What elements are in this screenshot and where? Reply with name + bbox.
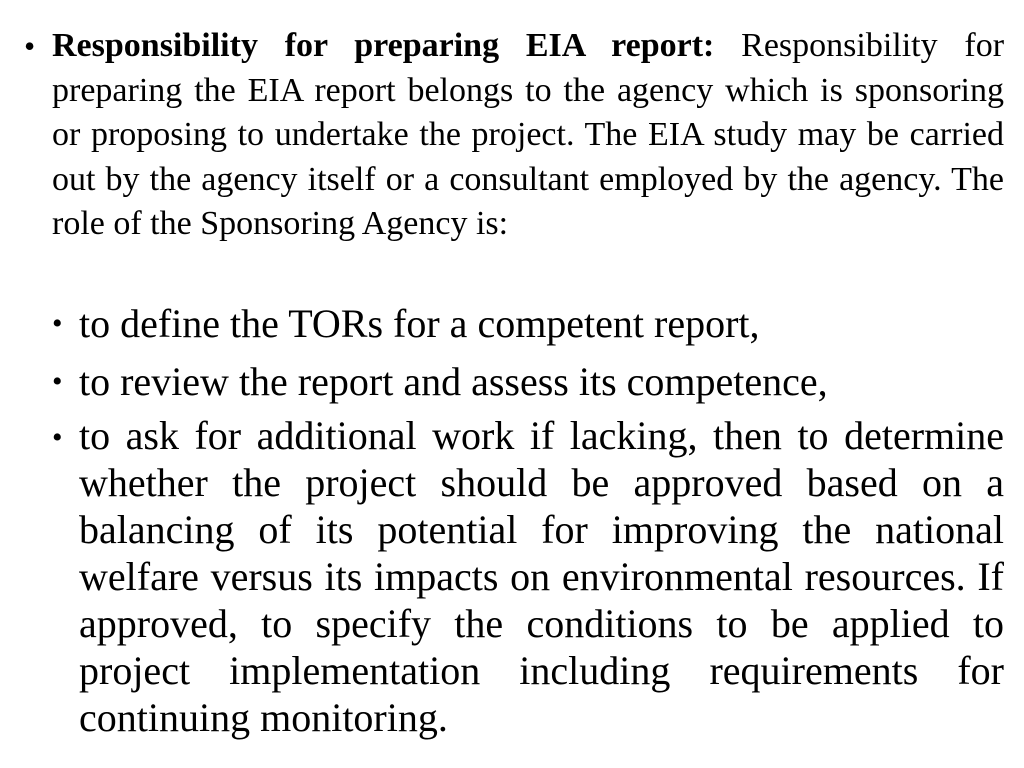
- sponsoring-agency-roles-list: [52, 296, 1004, 741]
- list-item: [52, 412, 1004, 741]
- main-heading: Responsibility for preparing EIA report:: [52, 27, 715, 64]
- list-item: [52, 354, 1004, 410]
- bullet-icon: •: [24, 28, 36, 64]
- role-text: to define the TORs for a competent report,: [79, 301, 760, 346]
- main-body: Responsibility for preparing the EIA report belongs to the agency which is sponsoring or proposing to undertake the project. The EIA study may be carried out by the agency itself or a consultant employed by the agency. The role of the Sponsoring Agency is:: [52, 27, 1005, 242]
- bullet-icon: •: [52, 421, 63, 454]
- bullet-icon: •: [52, 365, 63, 398]
- bullet-icon: •: [52, 307, 63, 340]
- main-bullet-item: [24, 24, 1004, 247]
- role-text: to review the report and assess its competence,: [79, 359, 828, 404]
- role-text: to ask for additional work if lacking, then to determine whether the project should be approved based on a balancing of its potential for improving the national welfare versus its impacts on environmental resources. If approved, to specify the conditions to be applied to project implementation including requirements for continuing monitoring.: [79, 413, 1004, 740]
- main-bullet-text: [52, 24, 1004, 247]
- list-item: [52, 296, 1004, 352]
